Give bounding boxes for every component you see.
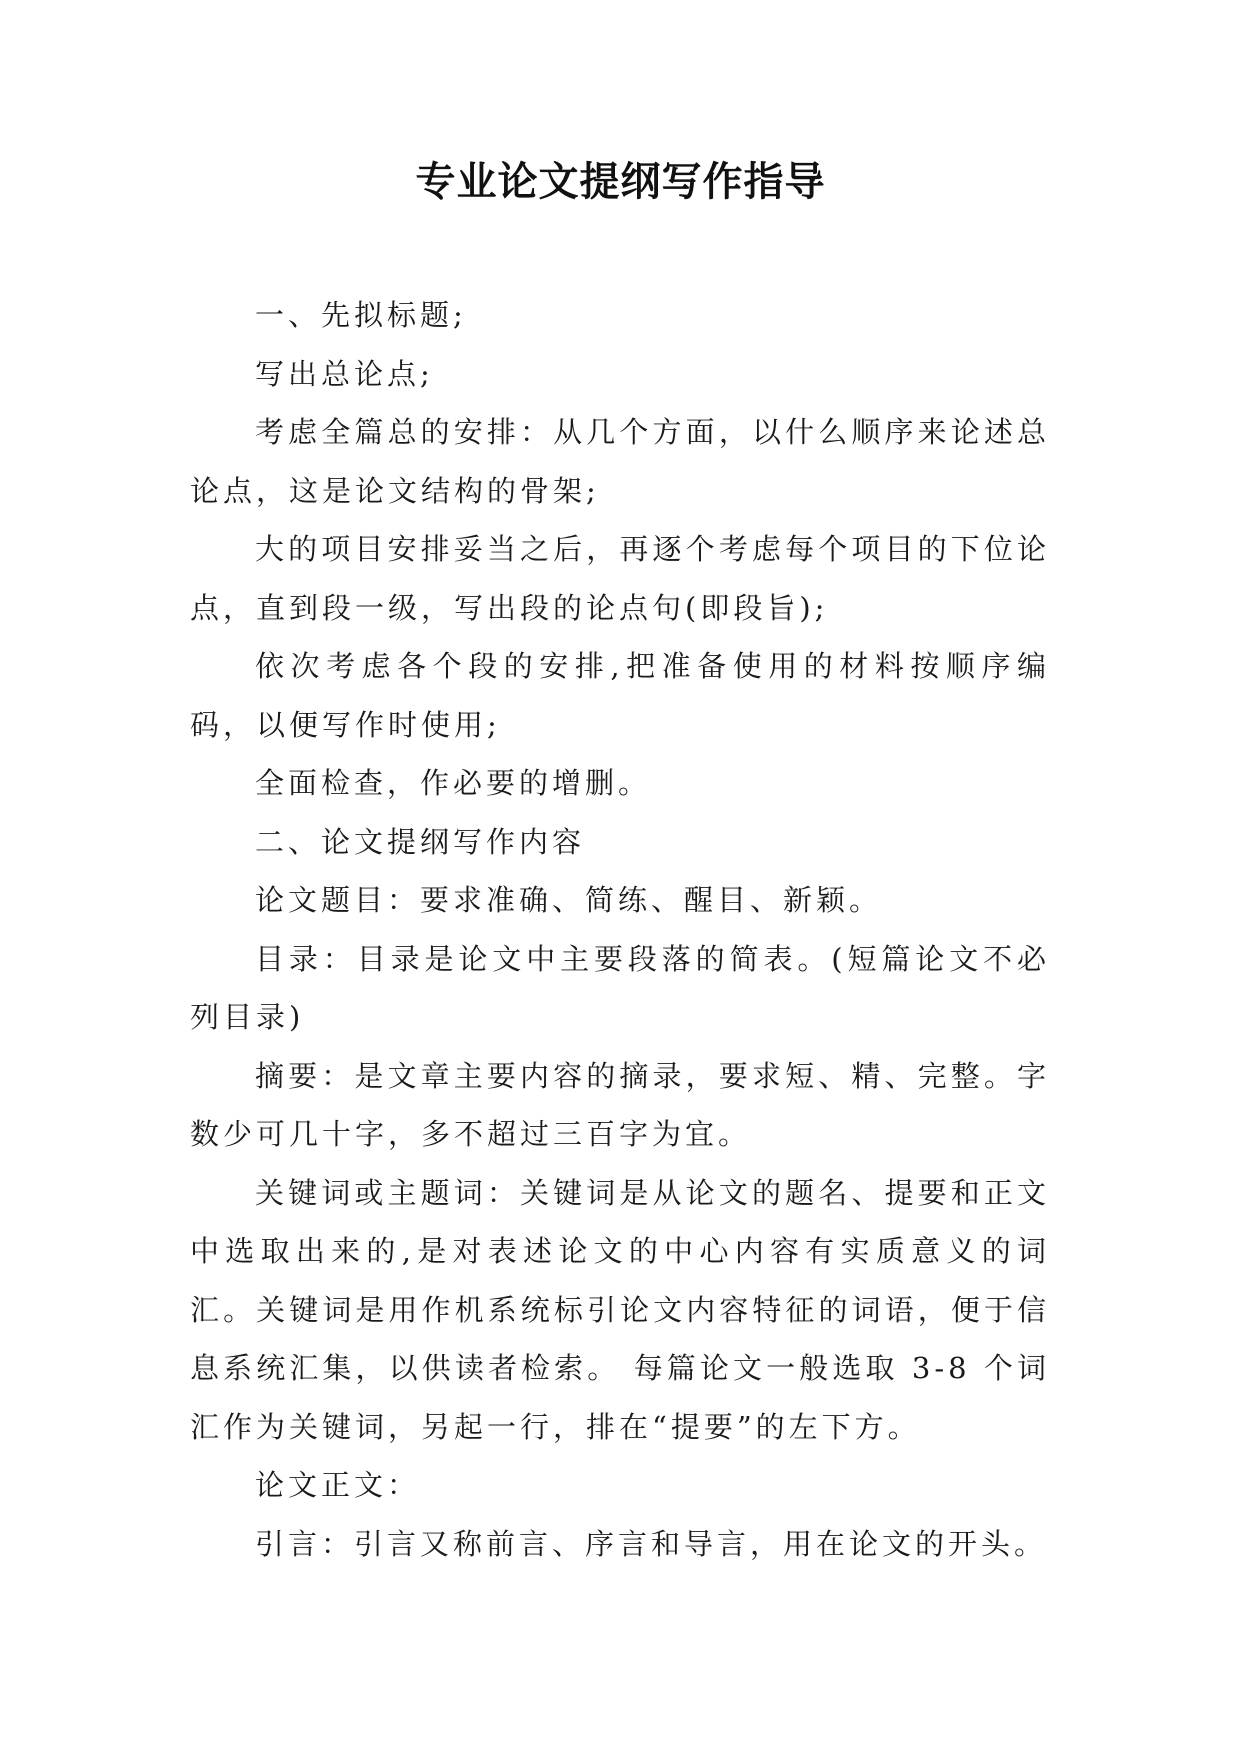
paragraph: 论文正文：	[255, 1468, 421, 1502]
paragraph: 一、先拟标题;	[255, 298, 467, 332]
document-body	[190, 286, 1050, 1573]
paragraph: 依次考虑各个段的安排,把准备使用的材料按顺序编码，以便写作时使用;	[190, 649, 1050, 742]
paragraph: 摘要：是文章主要内容的摘录，要求短、精、完整。字数少可几十字，多不超过三百字为宜。	[190, 1058, 1050, 1151]
document-title: 专业论文提纲写作指导	[415, 159, 826, 205]
paragraph: 考虑全篇总的安排：从几个方面，以什么顺序来论述总论点，这是论文结构的骨架;	[190, 415, 1050, 508]
paragraph: 论文题目：要求准确、简练、醒目、新颖。	[255, 883, 883, 917]
paragraph: 引言：引言又称前言、序言和导言，用在论文的开头。	[255, 1526, 1048, 1561]
paragraph: 目录：目录是论文中主要段落的简表。(短篇论文不必列目录)	[190, 941, 1050, 1034]
paragraph: 关键词或主题词：关键词是从论文的题名、提要和正文中选取出来的,是对表述论文的中心内容有实质意义的词汇。关键词是用作机系统标引论文内容特征的词语，便于信息系统汇集，以供读者检索。 每篇论文一般选取 3-8 个词汇作为关键词，另起一行，排在“提要”的左下方。	[190, 1175, 1050, 1444]
paragraph: 全面检查，作必要的增删。	[255, 766, 652, 800]
paragraph: 大的项目安排妥当之后，再逐个考虑每个项目的下位论点，直到段一级，写出段的论点句(即段旨);	[190, 532, 1050, 625]
section-heading: 二、论文提纲写作内容	[255, 824, 586, 859]
paragraph: 写出总论点;	[255, 356, 434, 391]
